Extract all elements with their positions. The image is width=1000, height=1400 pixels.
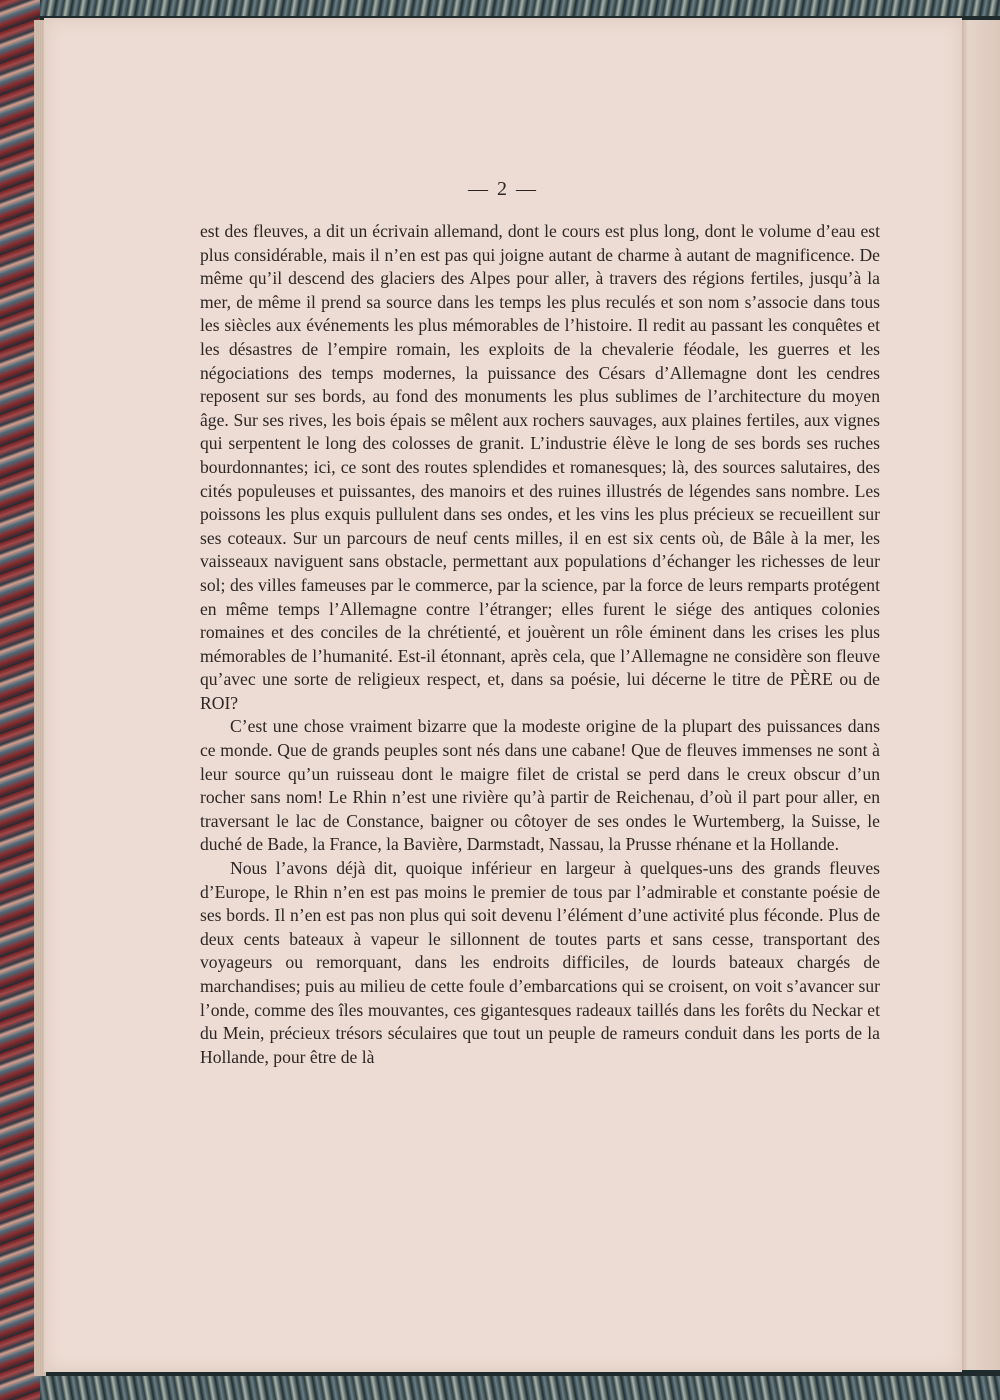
paragraph-1: est des fleuves, a dit un écrivain allemand, dont le cours est plus long, dont le volume d’eau est plus considérable, mais il n’en est pas qui joigne autant de charme à autant de magnificence. De même qu’il descend des glaciers des Alpes pour aller, à travers des régions fertiles, jusqu’à la mer, de même il prend sa source dans les temps les plus reculés et son nom s’associe dans tous les siècles aux événements les plus mémorables de l’histoire. Il redit au passant les conquêtes et les désastres de l’empire romain, les exploits de la chevalerie féodale, les guerres et les négociations des temps modernes, la puissance des Césars d’Allemagne dont les cendres reposent sur ses bords, au fond des monuments les plus sublimes de l’architecture du moyen âge. Sur ses rives, les bois épais se mêlent aux rochers sauvages, aux plaines fertiles, aux vignes qui serpentent le long des colosses de granit. L’industrie élève le long de ses bords ses ruches bourdonnantes; ici, ce sont des routes splendides et romanesques; là, des sources salutaires, des cités populeuses et puissantes, des manoirs et des ruines illustrés de légendes sans nombre. Les poissons les plus exquis pullulent dans ses ondes, et les vins les plus précieux se recueillent sur ses coteaux. Sur un parcours de neuf cents milles, il en est six cents où, de Bâle à la mer, les vaisseaux naviguent sans obstacle, permettant aux populations d’échanger les richesses de leur sol; des villes fameuses par le commerce, par la science, par la force de leurs remparts protégent en même temps l’Allemagne contre l’étranger; elles furent le siége des antiques colonies romaines et des conciles de la chrétienté, et jouèrent un rôle éminent dans les crises les plus mémorables de l’humanité. Est-il étonnant, après cela, que l’Allemagne ne considère son fleuve qu’avec une sorte de religieux respect, et, dans sa poésie, lui décerne le titre de PÈRE ou de ROI? xyxy=(200,221,880,713)
page-number: — 2 — xyxy=(468,178,538,200)
body-text xyxy=(200,220,880,1069)
paragraph-3: Nous l’avons déjà dit, quoique inférieur en largeur à quelques-uns des grands fleuves d’Europe, le Rhin n’en est pas moins le premier de tous par l’admirable et constante poésie de ses bords. Il n’en est pas non plus qui soit devenu l’élément d’une activité plus féconde. Plus de deux cents bateaux à vapeur le sillonnent de toutes parts et sans cesse, transportant des voyageurs ou remorquant, dans les endroits difficiles, de lourds bateaux chargés de marchandises; puis au milieu de cette foule d’embarcations qui se croisent, on voit s’avancer sur l’onde, comme des îles mouvantes, ces gigantesques radeaux taillés dans les forêts du Neckar et du Mein, précieux trésors séculaires que tout un peuple de rameurs conduit dans les ports de la Hollande, pour être de là xyxy=(200,858,880,1067)
paragraph-2: C’est une chose vraiment bizarre que la modeste origine de la plupart des puissances dans ce monde. Que de grands peuples sont nés dans une cabane! Que de fleuves immenses ne sont à leur source qu’un ruisseau dont le maigre filet de cristal se perd dans le creux obscur d’un rocher sans nom! Le Rhin n’est une rivière qu’à partir de Reichenau, d’où il part pour aller, en traversant le lac de Constance, baigner ou côtoyer de ses ondes le Wurtemberg, la Suisse, le duché de Bade, la France, la Bavière, Darmstadt, Nassau, la Prusse rhénane et la Hollande. xyxy=(200,716,880,855)
facing-page-edge xyxy=(962,20,1000,1370)
marbled-binding-bottom xyxy=(40,1376,1000,1400)
marbled-binding-top xyxy=(40,0,1000,16)
